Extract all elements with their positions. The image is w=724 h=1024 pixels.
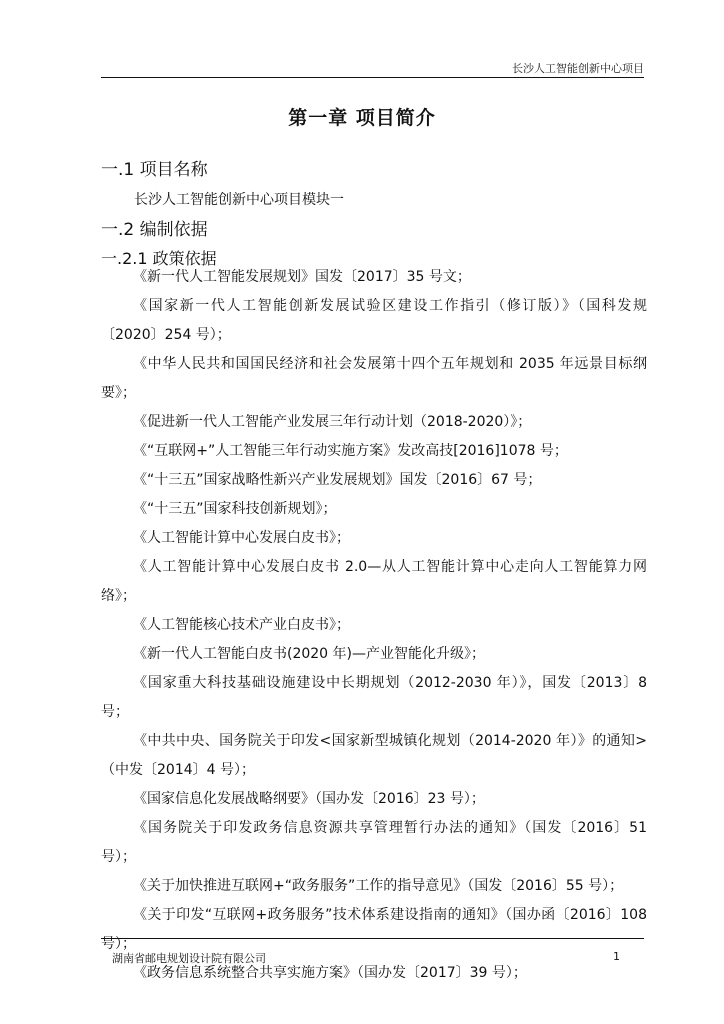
policy-item: 《“十三五”国家战略性新兴产业发展规划》国发〔2016〕67 号； [133, 472, 542, 488]
policy-item: 《中华人民共和国国民经济和社会发展第十四个五年规划和 2035 年远景目标纲要》； [101, 356, 647, 401]
policy-item: 《国务院关于印发政务信息资源共享管理暂行办法的通知》（国发〔2016〕51 号）； [101, 820, 647, 865]
chapter-title: 第一章 项目简介 [288, 107, 436, 129]
policy-item: 《新一代人工智能发展规划》国发〔2017〕35 号文； [133, 269, 471, 285]
section-title-project-name: 一.1 项目名称 [101, 160, 208, 180]
policy-item: 《关于印发“互联网+政务服务”技术体系建设指南的通知》（国办函〔2016〕108 号）； [101, 907, 647, 952]
policy-item: 《国家重大科技基础设施建设中长期规划（2012-2030 年）》，国发〔2013〕8 号； [101, 675, 647, 720]
policy-item: 《中共中央、国务院关于印发<国家新型城镇化规划（2014-2020 年）》的通知>（中发〔2014〕4 号）； [101, 733, 647, 778]
page-number: 1 [613, 950, 620, 963]
policy-item: 《“互联网+”人工智能三年行动实施方案》发改高技[2016]1078 号； [133, 443, 568, 459]
policy-item: 《关于加快推进互联网+“政务服务”工作的指导意见》（国发〔2016〕55 号）； [133, 878, 624, 894]
subsection-title-policy-basis: 一.2.1 政策依据 [101, 249, 217, 268]
running-header: 长沙人工智能创新中心项目 [512, 62, 644, 75]
policy-item: 《促进新一代人工智能产业发展三年行动计划（2018-2020）》； [133, 414, 532, 430]
footer-company: 湖南省邮电规划设计院有限公司 [112, 952, 266, 965]
policy-item: 《人工智能计算中心发展白皮书 2.0—从人工智能计算中心走向人工智能算力网络》； [101, 559, 647, 604]
policy-item: 《人工智能核心技术产业白皮书》； [133, 617, 350, 633]
policy-item: 《国家信息化发展战略纲要》（国办发〔2016〕23 号）； [133, 791, 485, 807]
policy-item: 《政务信息系统整合共享实施方案》（国办发〔2017〕39 号）； [133, 965, 527, 981]
header-divider [101, 77, 644, 78]
project-name-text: 长沙人工智能创新中心项目模块一 [134, 192, 344, 208]
policy-item: 《国家新一代人工智能创新发展试验区建设工作指引（修订版）》（国科发规〔2020〕254 号）； [101, 298, 647, 343]
footer-divider [101, 938, 644, 939]
policy-item: 《“十三五”国家科技创新规划》； [133, 501, 337, 517]
policy-item: 《人工智能计算中心发展白皮书》； [133, 530, 350, 546]
section-title-basis: 一.2 编制依据 [101, 220, 208, 240]
policy-item: 《新一代人工智能白皮书(2020 年)—产业智能化升级》； [133, 646, 486, 662]
policy-list [101, 263, 647, 988]
